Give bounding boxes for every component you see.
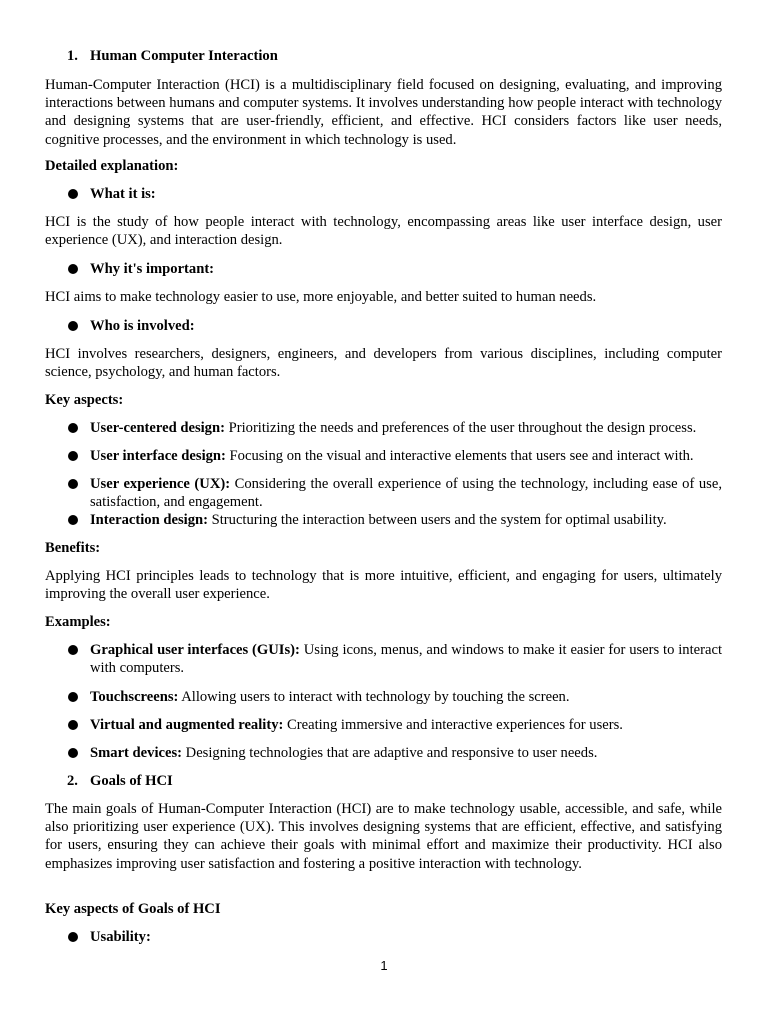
bullet-label: Who is involved: xyxy=(90,318,195,334)
bullet-what-it-is xyxy=(68,185,722,203)
bullet-icon xyxy=(68,932,78,942)
bullet-icon xyxy=(68,748,78,758)
section-2-number: 2. xyxy=(67,773,78,789)
bullet-label: Virtual and augmented reality: xyxy=(90,717,284,733)
benefits-heading: Benefits: xyxy=(45,540,101,556)
key-aspect-item xyxy=(68,419,722,437)
bullet-icon xyxy=(68,720,78,730)
bullet-why-important xyxy=(68,260,722,278)
bullet-text: Focusing on the visual and interactive elements that users see and interact with. xyxy=(225,448,694,464)
goals-item xyxy=(68,928,722,946)
goals-key-aspects-heading: Key aspects of Goals of HCI xyxy=(45,901,221,917)
bullet-text: Designing technologies that are adaptive and responsive to user needs. xyxy=(182,745,598,761)
bullet-icon xyxy=(68,189,78,199)
bullet-icon xyxy=(68,645,78,655)
page-number: 1 xyxy=(380,958,388,973)
section-2-title: Goals of HCI xyxy=(90,773,173,789)
example-item xyxy=(68,744,722,762)
key-aspect-item xyxy=(68,511,722,529)
section-1-number: 1. xyxy=(67,48,78,64)
example-item xyxy=(68,641,722,677)
who-involved-text: HCI involves researchers, designers, engineers, and developers from various disciplines, including computer science, psychology, and human factors. xyxy=(45,346,722,381)
benefits-text: Applying HCI principles leads to technology that is more intuitive, efficient, and engaging for users, ultimately improving the overall user experience. xyxy=(45,568,722,603)
what-it-is-text: HCI is the study of how people interact with technology, encompassing areas like user interface design, user experience (UX), and interaction design. xyxy=(45,214,722,249)
bullet-icon xyxy=(68,515,78,525)
bullet-who-involved xyxy=(68,317,722,335)
bullet-label: Smart devices: xyxy=(90,745,182,761)
detailed-explanation-heading: Detailed explanation: xyxy=(45,158,179,174)
bullet-icon xyxy=(68,321,78,331)
key-aspect-item xyxy=(68,447,722,465)
bullet-text: Prioritizing the needs and preferences of the user throughout the design process. xyxy=(224,420,697,436)
bullet-label: What it is: xyxy=(90,186,156,202)
section-1-title: Human Computer Interaction xyxy=(90,48,278,64)
example-item xyxy=(68,716,722,734)
bullet-label: Why it's important: xyxy=(90,261,215,277)
bullet-text: Using icons, menus, and windows to make it easier for users to interact with computers. xyxy=(90,642,722,677)
bullet-label: Touchscreens: xyxy=(90,689,179,705)
bullet-icon xyxy=(68,692,78,702)
bullet-label: Usability: xyxy=(90,929,151,945)
key-aspect-item xyxy=(68,475,722,511)
section-2-heading xyxy=(67,772,173,790)
key-aspects-heading: Key aspects: xyxy=(45,392,124,408)
bullet-label: Interaction design: xyxy=(90,512,208,528)
bullet-icon xyxy=(68,451,78,461)
example-item xyxy=(68,688,722,706)
bullet-label: Graphical user interfaces (GUIs): xyxy=(90,642,300,658)
section-2-intro: The main goals of Human-Computer Interaction (HCI) are to make technology usable, accessible, and safe, while also prioritizing user experience (UX). This involves designing systems that are efficient, effective, and satisfying for users, ensuring they can achieve their goals with minimal effort and maximize their productivity. HCI also emphasizes improving user satisfaction and fostering a positive interaction with technology. xyxy=(45,801,722,872)
bullet-text: Considering the overall experience of using the technology, including ease of use, satisfaction, and engagement. xyxy=(90,476,722,511)
bullet-icon xyxy=(68,264,78,274)
bullet-text: Allowing users to interact with technology by touching the screen. xyxy=(178,689,570,705)
examples-heading: Examples: xyxy=(45,614,111,630)
bullet-label: User experience (UX): xyxy=(90,476,231,492)
bullet-icon xyxy=(68,423,78,433)
bullet-icon xyxy=(68,479,78,489)
bullet-label: User interface design: xyxy=(90,448,226,464)
bullet-text: Creating immersive and interactive experiences for users. xyxy=(283,717,623,733)
bullet-text: Structuring the interaction between users and the system for optimal usability. xyxy=(207,512,667,528)
bullet-label: User-centered design: xyxy=(90,420,225,436)
section-1-intro: Human-Computer Interaction (HCI) is a multidisciplinary field focused on designing, evaluating, and improving interactions between humans and computer systems. It involves understanding how people interact with technology and designing systems that are user-friendly, efficient, and effective. HCI considers factors like user needs, cognitive processes, and the environment in which technology is used. xyxy=(45,77,722,148)
section-1-heading xyxy=(67,47,278,65)
why-important-text: HCI aims to make technology easier to use, more enjoyable, and better suited to human needs. xyxy=(45,289,597,305)
